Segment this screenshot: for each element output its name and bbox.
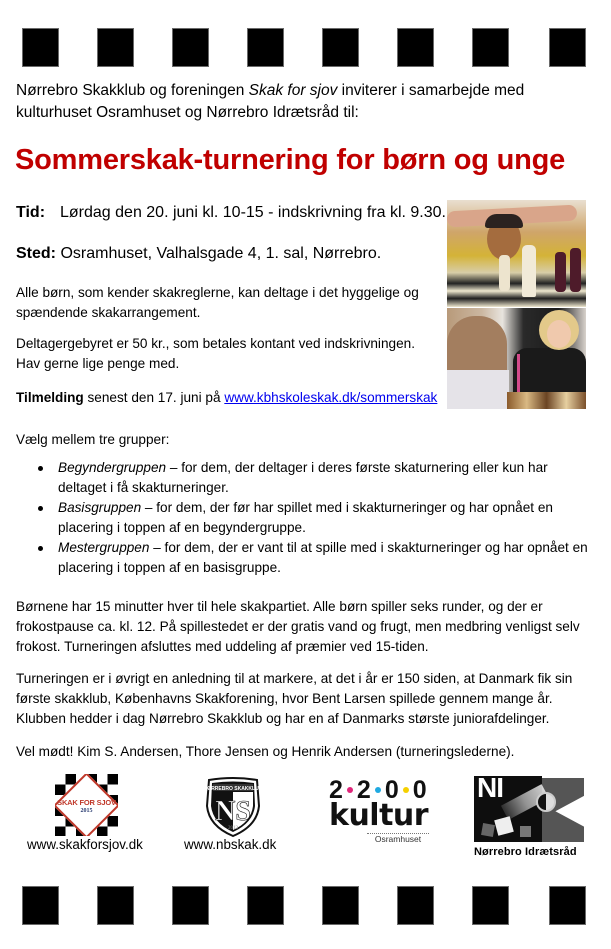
logo-square (520, 826, 531, 837)
group-desc: – for dem, der er vant til at spille med i skakturneringer og har opnået en placering i toppen af en basisgruppe. (58, 540, 588, 575)
digit: 2 (329, 775, 343, 804)
black-square (22, 28, 59, 67)
intro-text: Nørrebro Skakklub og foreningen (16, 82, 249, 99)
svg-text:NS: NS (215, 796, 251, 827)
registration-link[interactable]: www.kbhskoleskak.dk/sommerskak (224, 390, 438, 405)
skak-for-sjov-logo (55, 774, 118, 836)
photo-detail (555, 252, 566, 292)
group-desc: – for dem, der før har spillet med i skakturneringer og har opnået en placering i toppen af en begyndergruppe. (58, 500, 553, 535)
group-item (36, 458, 596, 498)
intro-text-cont: inviterer i samarbejde med kulturhuset Osramhuset og Nørrebro Idrætsråd til: (16, 82, 525, 121)
logo-square (481, 823, 495, 837)
black-square (172, 28, 209, 67)
photo-detail (447, 370, 509, 409)
bullet-icon (38, 506, 43, 511)
kultur-word: kultur (329, 798, 429, 833)
fee-paragraph: Deltagergebyret er 50 kr., som betales kontant ved indskrivningen. Hav gerne lige penge med. (16, 336, 415, 371)
digit: 0 (412, 775, 427, 804)
schedule-paragraph: Børnene har 15 minutter hver til hele skakpartiet. Alle børn spiller seks runder, og der er frokostpause ca. kl. 12. På spillestedet er der gratis vand og frugt, men medbring venligst selv frokost. Turneringen afsluttes med uddeling af præmier ved 15-tiden. (16, 599, 580, 654)
logo-year: 2015 (80, 808, 93, 814)
cyan-dot-icon (375, 787, 381, 793)
black-square (397, 886, 434, 925)
digit: 0 (384, 775, 399, 804)
signoff-paragraph: Vel mødt! Kim S. Andersen, Thore Jensen og Henrik Andersen (turneringslederne). (16, 744, 515, 759)
top-square-border (0, 28, 611, 67)
black-square (247, 886, 284, 925)
black-square (97, 886, 134, 925)
svg-text:NØRREBRO SKAKKLUB: NØRREBRO SKAKKLUB (203, 786, 263, 792)
logo-text: SKAK FOR SJOV (57, 798, 116, 807)
eligibility-paragraph: Alle børn, som kender skakreglerne, kan deltage i det hyggelige og spændende skakarrangement. (16, 285, 419, 320)
photo-detail (570, 248, 581, 292)
nbskak-shield-logo (203, 776, 263, 838)
ni-letters: NI (477, 772, 503, 803)
skakforsjov-caption: www.skakforsjov.dk (27, 837, 143, 852)
black-square (549, 28, 586, 67)
photo-detail (499, 255, 510, 291)
group-item (36, 538, 596, 578)
groups-intro: Vælg mellem tre grupper: (16, 432, 170, 447)
registration-label: Tilmelding (16, 390, 84, 405)
photo-detail (522, 245, 536, 297)
history-paragraph: Turneringen er i øvrigt en anledning til at markere, at det i år er 150 siden, at Danmark fik sin første skakklub, Københavns Skakforening, hvor Bent Larsen spillede gennem mange år. Klubben hedder i dag Nørrebro Skakklub og har en af Danmarks største juniorafdelinger. (16, 671, 573, 726)
group-name: Mestergruppen (58, 540, 150, 555)
place-line (16, 243, 381, 265)
noerrebro-idraetsraad-logo (474, 772, 586, 846)
photo-detail (517, 354, 520, 394)
bottom-square-border (0, 886, 611, 925)
kultur-subtitle: Osramhuset (374, 834, 422, 844)
black-square (472, 886, 509, 925)
magenta-dot-icon (347, 787, 353, 793)
black-square (472, 28, 509, 67)
groups-list (36, 458, 596, 578)
bullet-icon (38, 546, 43, 551)
photo-detail (485, 214, 523, 228)
place-value: Osramhuset, Valhalsgade 4, 1. sal, Nørrebro. (56, 245, 382, 262)
group-name: Basisgruppen (58, 500, 142, 515)
photo-detail (547, 320, 571, 348)
svg-text:2013: 2013 (228, 826, 238, 831)
registration-paragraph (16, 388, 437, 408)
black-square (22, 886, 59, 925)
black-square (247, 28, 284, 67)
black-square (97, 28, 134, 67)
time-line (16, 202, 446, 224)
black-square (172, 886, 209, 925)
place-label: Sted: (16, 245, 56, 262)
bullet-icon (38, 466, 43, 471)
black-square (322, 28, 359, 67)
time-label: Tid: (16, 204, 46, 221)
black-square (322, 886, 359, 925)
photo-detail (507, 392, 586, 409)
yellow-dot-icon (403, 787, 409, 793)
kultur-2200-logo (329, 775, 437, 844)
group-item (36, 498, 596, 538)
time-value: Lørdag den 20. juni kl. 10-15 - indskrivning fra kl. 9.30. (60, 204, 446, 221)
intro-paragraph (16, 80, 596, 124)
ni-caption: Nørrebro Idrætsråd (474, 846, 577, 858)
photo-boy-playing-chess (447, 200, 586, 307)
page-title: Sommerskak-turnering for børn og unge (15, 144, 566, 176)
shield-icon (203, 776, 263, 838)
photo-girls-playing-chess (447, 308, 586, 409)
digit: 2 (356, 775, 371, 804)
nbskak-caption: www.nbskak.dk (184, 837, 277, 852)
group-desc: – for dem, der deltager i deres første skaturnering eller kun har deltaget i få skakturneringer. (58, 460, 548, 495)
black-square (549, 886, 586, 925)
registration-text: senest den 17. juni på (83, 390, 225, 405)
black-square (397, 28, 434, 67)
intro-italic-org: Skak for sjov (248, 82, 338, 99)
yin-yang-icon (536, 792, 556, 812)
group-name: Begyndergruppen (58, 460, 167, 475)
